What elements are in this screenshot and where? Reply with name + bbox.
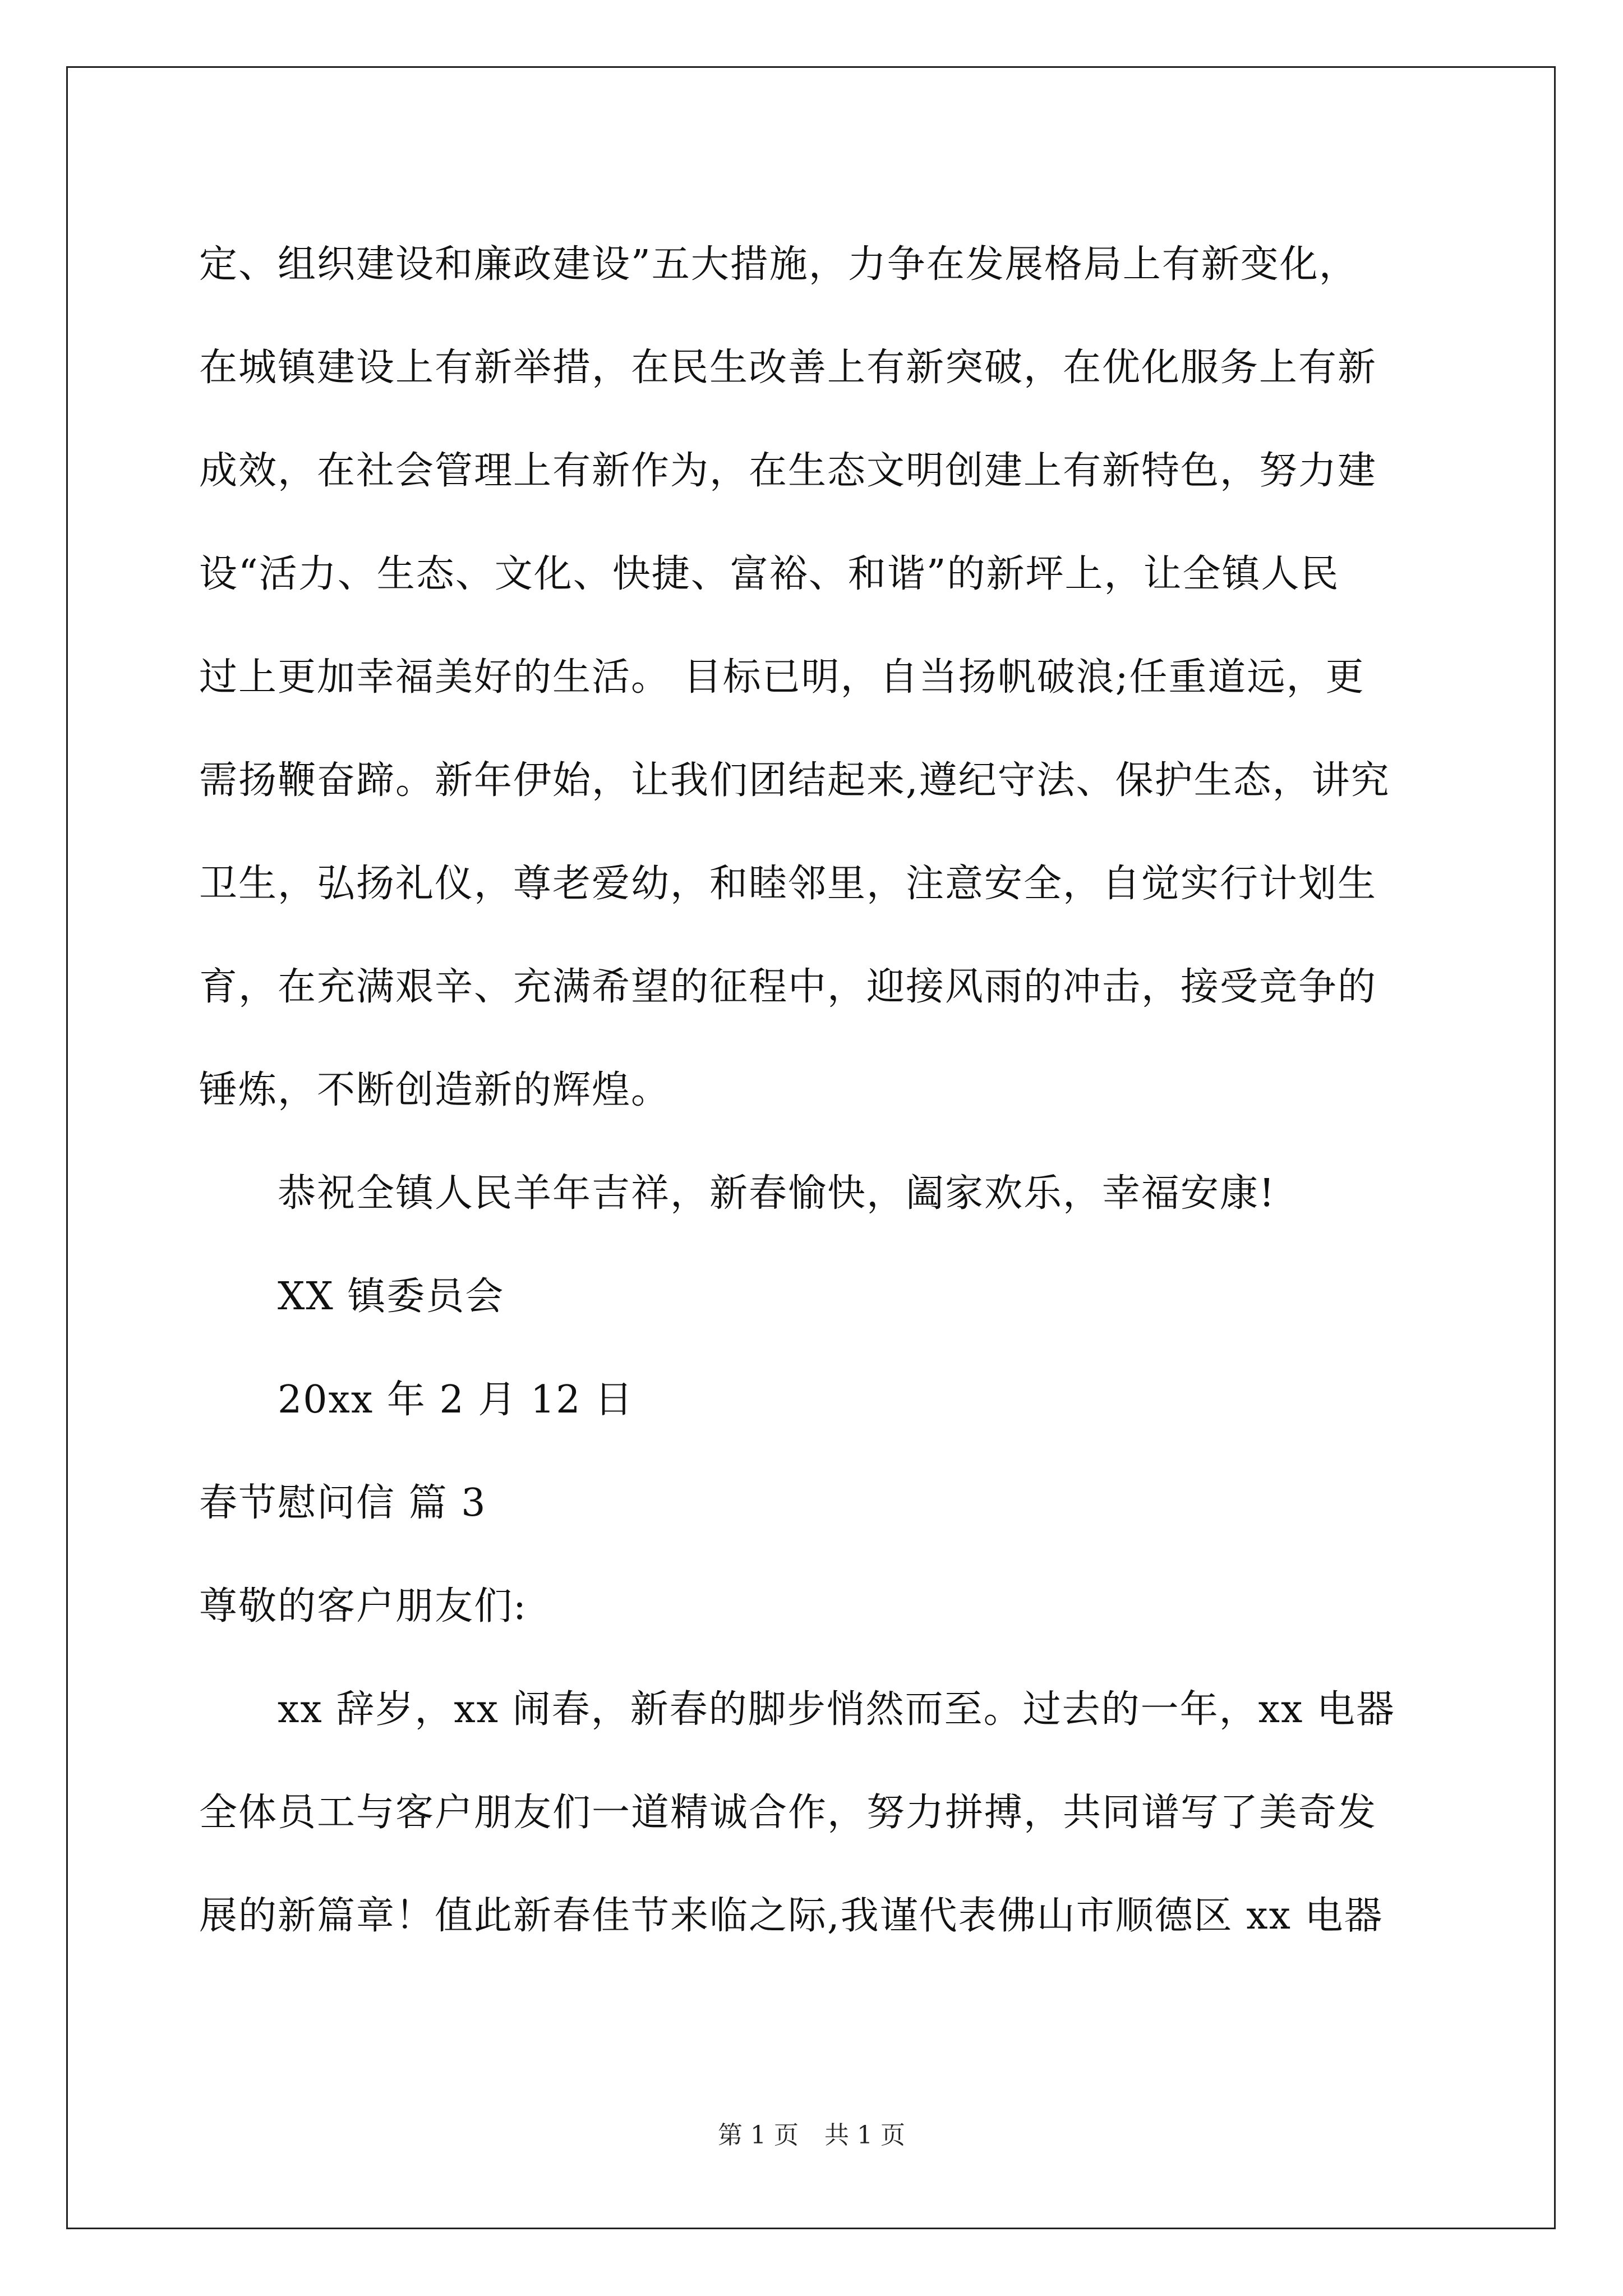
signature-date: 20xx 年 2 月 12 日 bbox=[278, 1378, 634, 1422]
text-line: 成效，在社会管理上有新作为，在生态文明创建上有新特色，努力建 bbox=[199, 449, 1377, 493]
page-footer bbox=[0, 2115, 1623, 2151]
text-line: 卫生，弘扬礼仪，尊老爱幼，和睦邻里，注意安全，自觉实行计划生 bbox=[199, 862, 1377, 906]
document-body bbox=[199, 213, 1433, 1968]
text-line: 过上更加幸福美好的生活。 目标已明，自当扬帆破浪;任重道远，更 bbox=[199, 655, 1365, 700]
text-line: 展的新篇章！值此新春佳节来临之际,我谨代表佛山市顺德区 xx 电器 bbox=[199, 1894, 1384, 1938]
text-line: 锤炼，不断创造新的辉煌。 bbox=[199, 1068, 671, 1112]
text-line: 育，在充满艰辛、充满希望的征程中，迎接风雨的冲击，接受竞争的 bbox=[199, 965, 1377, 1009]
signature-org: XX 镇委员会 bbox=[278, 1274, 505, 1319]
text-line: 在城镇建设上有新举措，在民生改善上有新突破，在优化服务上有新 bbox=[199, 346, 1377, 390]
text-line: 全体员工与客户朋友们一道精诚合作，努力拼搏，共同谱写了美奇发 bbox=[199, 1791, 1377, 1835]
page-total: 共 1 页 bbox=[824, 2121, 905, 2150]
salutation: 尊敬的客户朋友们: bbox=[199, 1584, 527, 1628]
section-heading: 春节慰问信 篇 3 bbox=[199, 1481, 487, 1525]
page-number: 第 1 页 bbox=[718, 2121, 799, 2150]
greeting-line: 恭祝全镇人民羊年吉祥，新春愉快，阖家欢乐，幸福安康! bbox=[278, 1171, 1276, 1216]
text-line: 定、组织建设和廉政建设”五大措施，力争在发展格局上有新变化， bbox=[199, 242, 1358, 287]
text-line: 设“活力、生态、文化、快捷、富裕、和谐”的新坪上，让全镇人民 bbox=[199, 552, 1340, 596]
text-line: 需扬鞭奋蹄。新年伊始，让我们团结起来,遵纪守法、保护生态，讲究 bbox=[199, 758, 1390, 803]
text-line: xx 辞岁，xx 闹春，新春的脚步悄然而至。过去的一年，xx 电器 bbox=[278, 1687, 1395, 1732]
